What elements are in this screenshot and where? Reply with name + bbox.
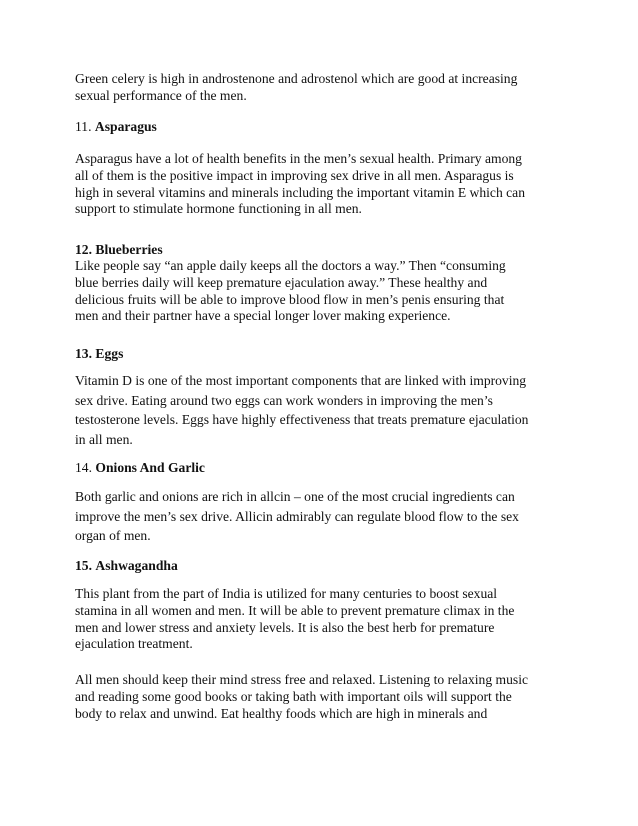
section-title: Blueberries xyxy=(95,242,163,257)
text-line: sex drive. Eating around two eggs can work wonders in improving the men’s xyxy=(75,392,493,408)
text-line: Asparagus have a lot of health benefits in the men’s sexual health. Primary among xyxy=(75,151,522,166)
text-line: Vitamin D is one of the most important components that are linked with improving xyxy=(75,373,527,388)
text-line: This plant from the part of India is utilized for many centuries to boost sexual xyxy=(75,586,498,601)
text-line: men and lower stress and anxiety levels. It is also the best herb for premature xyxy=(75,619,495,635)
section-number: 11. xyxy=(75,119,92,134)
text-line: all of them is the positive impact in improving sex drive in all men. Asparagus is xyxy=(75,167,514,183)
section-title: Ashwagandha xyxy=(95,558,178,573)
onions-garlic-paragraph xyxy=(75,487,575,546)
text-line: stamina in all women and men. It will be able to prevent premature climax in the xyxy=(75,602,515,618)
ashwagandha-paragraph xyxy=(75,586,575,653)
section-number: 12. xyxy=(75,242,92,257)
text-line: sexual performance of the men. xyxy=(75,87,247,103)
text-line: men and their partner have a special longer lover making experience. xyxy=(75,308,451,324)
section-heading-asparagus xyxy=(75,118,575,135)
closing-paragraph xyxy=(75,672,575,722)
text-line: improve the men’s sex drive. Allicin admirably can regulate blood flow to the sex xyxy=(75,508,519,524)
section-number: 13. xyxy=(75,346,92,361)
text-line: Green celery is high in androstenone and adrostenol which are good at increasing xyxy=(75,71,518,86)
text-line: high in several vitamins and minerals including the important vitamin E which can xyxy=(75,184,526,200)
section-heading-eggs xyxy=(75,345,575,362)
section-title: Eggs xyxy=(95,346,124,361)
text-line: delicious fruits will be able to improve blood flow in men’s penis ensuring that xyxy=(75,291,505,307)
text-line: and reading some good books or taking bath with important oils will support the xyxy=(75,688,512,704)
section-number: 15. xyxy=(75,558,92,573)
text-line: support to stimulate hormone functioning in all men. xyxy=(75,201,362,217)
text-line: in all men. xyxy=(75,431,133,447)
section-heading-onions-garlic xyxy=(75,459,575,476)
text-line: All men should keep their mind stress free and relaxed. Listening to relaxing music xyxy=(75,672,529,687)
text-line: ejaculation treatment. xyxy=(75,636,193,652)
text-line: Like people say “an apple daily keeps all the doctors a way.” Then “consuming xyxy=(75,258,506,273)
text-line: organ of men. xyxy=(75,528,151,544)
text-line: testosterone levels. Eggs have highly effectiveness that treats premature ejaculation xyxy=(75,412,529,428)
intro-paragraph xyxy=(75,71,575,105)
section-number: 14. xyxy=(75,460,92,475)
asparagus-paragraph xyxy=(75,151,575,218)
section-heading-blueberries xyxy=(75,241,575,258)
eggs-paragraph xyxy=(75,371,575,449)
section-title: Asparagus xyxy=(94,119,157,134)
text-line: blue berries daily will keep premature ejaculation away.” These healthy and xyxy=(75,274,488,290)
text-line: Both garlic and onions are rich in allcin – one of the most crucial ingredients can xyxy=(75,489,515,504)
section-title: Onions And Garlic xyxy=(95,460,205,475)
section-heading-ashwagandha xyxy=(75,557,575,574)
text-line: body to relax and unwind. Eat healthy foods which are high in minerals and xyxy=(75,705,488,721)
blueberries-paragraph xyxy=(75,258,575,325)
